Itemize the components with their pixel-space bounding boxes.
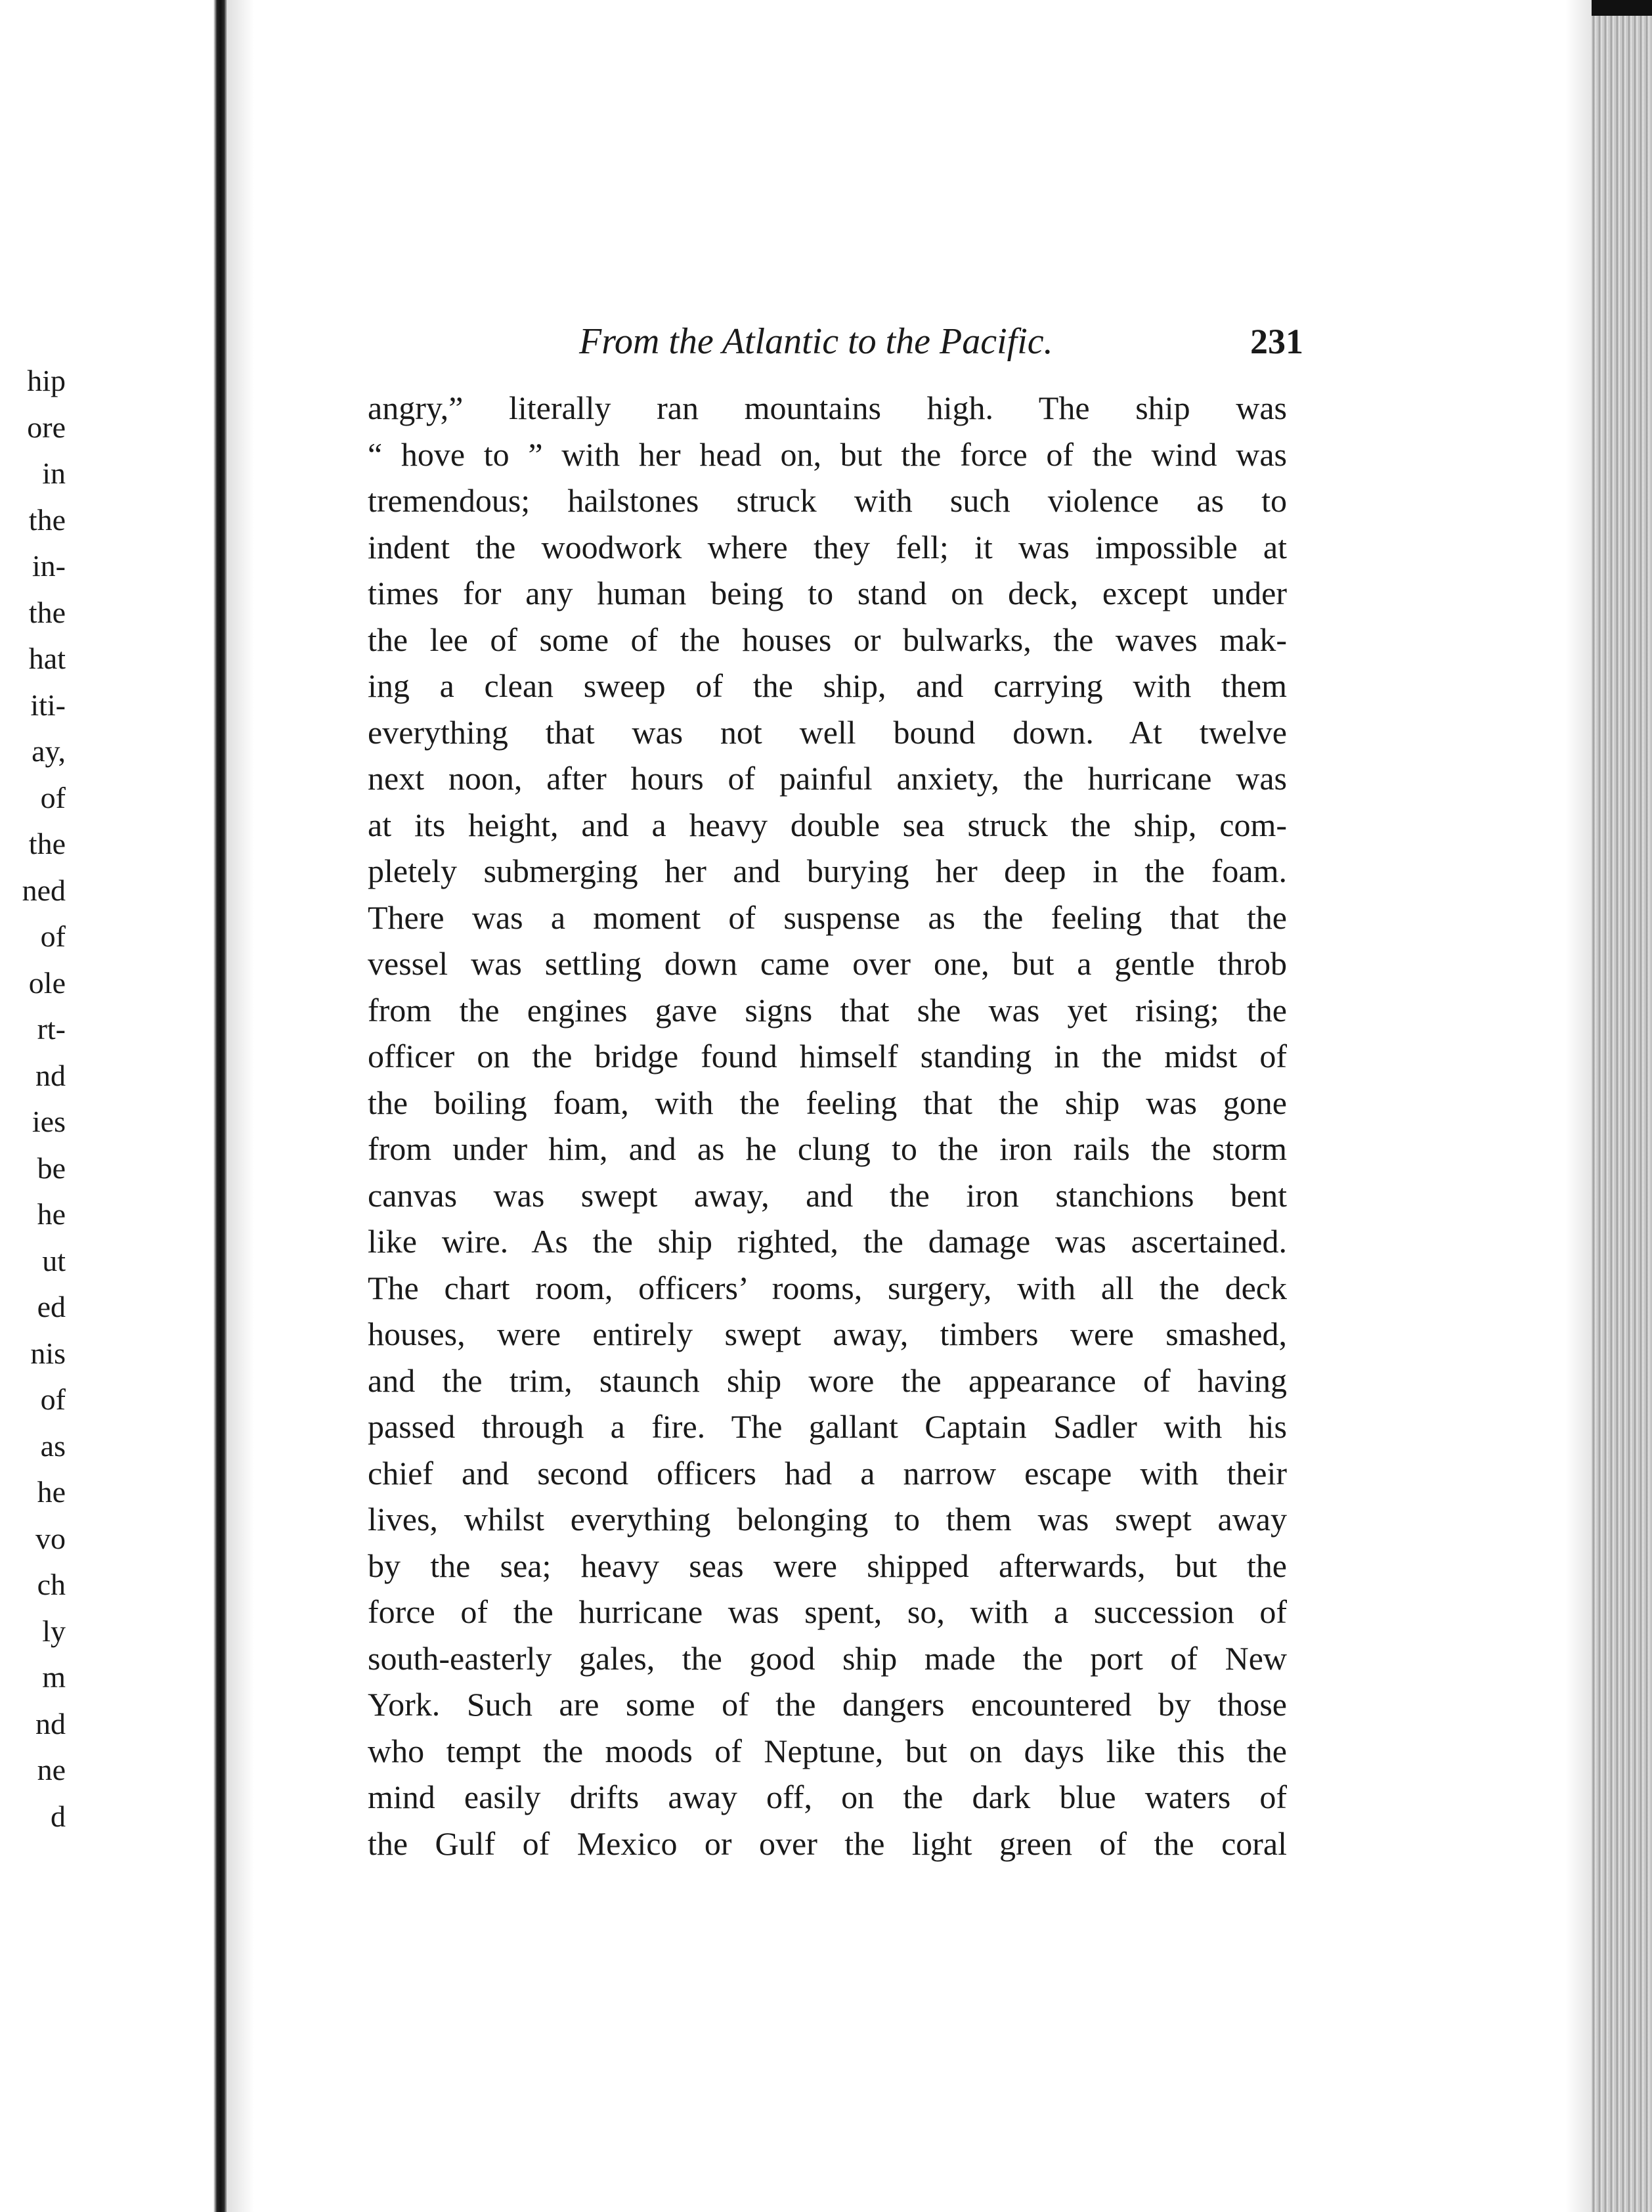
text-line: the boiling foam, with the feeling that the ship was gone [368, 1084, 1287, 1121]
text-line: canvas was swept away, and the iron stanchions bent [368, 1176, 1287, 1214]
text-line: The chart room, officers’ rooms, surgery, with all the deck [368, 1269, 1287, 1306]
text-line: next noon, after hours of painful anxiety, the hurricane was [368, 760, 1287, 797]
left-fragment-line: ed [37, 1290, 66, 1323]
left-fragment-line: in [42, 456, 66, 490]
text-line: the lee of some of the houses or bulwarks, the waves mak- [368, 621, 1287, 658]
running-head-title: From the Atlantic to the Pacific. [579, 321, 1053, 362]
left-fragment-line: the [28, 502, 66, 537]
left-fragment-line: vo [35, 1521, 66, 1555]
text-line: mind easily drifts away off, on the dark blue waters of [368, 1779, 1287, 1815]
text-line: lives, whilst everything belonging to them was swept away [368, 1501, 1287, 1537]
text-line: passed through a fire. The gallant Captain Sadler with his [368, 1408, 1287, 1445]
book-gutter [213, 0, 228, 2212]
left-fragment-line: hat [28, 642, 66, 675]
left-fragment-line: ay, [32, 734, 66, 768]
left-fragment-line: iti- [30, 688, 66, 722]
text-line: from under him, and as he clung to the iron rails the storm [368, 1130, 1287, 1167]
text-line: York. Such are some of the dangers encountered by those [368, 1686, 1287, 1723]
left-fragment-line: he [37, 1475, 66, 1509]
page-edge-shadow [1565, 0, 1592, 2212]
left-fragment-line: ned [22, 873, 66, 907]
left-page-text-fragments [0, 358, 66, 1840]
scan-corner-bar [1592, 0, 1652, 16]
left-fragment-line: rt- [37, 1012, 66, 1046]
running-head [368, 315, 1303, 368]
left-fragment-line: hip [27, 364, 66, 397]
left-fragment-line: nd [35, 1058, 66, 1092]
body-text [368, 385, 1287, 1867]
text-line: indent the woodwork where they fell; it was impossible at [368, 528, 1287, 565]
left-fragment-line: ly [42, 1614, 66, 1648]
left-fragment-line: be [37, 1151, 66, 1185]
left-fragment-line: ore [27, 410, 66, 444]
left-fragment-line: he [37, 1197, 66, 1231]
text-line: south-easterly gales, the good ship made the port of New [368, 1639, 1287, 1677]
left-fragment-line: m [42, 1660, 66, 1694]
left-fragment-line: ne [37, 1753, 66, 1786]
left-fragment-line: ies [32, 1105, 66, 1138]
text-line: ing a clean sweep of the ship, and carrying with them [368, 667, 1287, 704]
text-line: houses, were entirely swept away, timbers were smashed, [368, 1316, 1287, 1352]
left-fragment-line: of [40, 780, 66, 814]
text-line: by the sea; heavy seas were shipped afterwards, but the [368, 1547, 1287, 1584]
text-line: at its height, and a heavy double sea struck the ship, com- [368, 806, 1287, 843]
text-line: like wire. As the ship righted, the damage was ascertained. [368, 1223, 1287, 1260]
text-line: chief and second officers had a narrow escape with their [368, 1454, 1287, 1492]
left-facing-page [0, 0, 217, 2212]
text-line: force of the hurricane was spent, so, with a succession of [368, 1593, 1287, 1630]
text-line: pletely submerging her and burying her deep in the foam. [368, 852, 1287, 889]
text-line: who tempt the moods of Neptune, but on days like this the [368, 1732, 1287, 1769]
text-line: times for any human being to stand on deck, except under [368, 575, 1287, 611]
left-fragment-line: of [40, 919, 66, 953]
left-fragment-line: ut [42, 1243, 66, 1277]
left-fragment-line: of [40, 1382, 66, 1416]
text-line: and the trim, staunch ship wore the appearance of having [368, 1361, 1287, 1399]
text-line: There was a moment of suspense as the feeling that the [368, 898, 1287, 936]
left-fragment-line: in- [32, 549, 66, 583]
left-fragment-line: the [28, 595, 66, 629]
text-line: officer on the bridge found himself standing in the midst of [368, 1038, 1287, 1074]
text-line: everything that was not well bound down. At twelve [368, 713, 1287, 751]
left-fragment-line: as [40, 1428, 66, 1463]
text-line: the Gulf of Mexico or over the light green of the coral [368, 1825, 1287, 1862]
text-line: angry,” literally ran mountains high. The ship was [368, 389, 1287, 426]
left-fragment-line: nd [35, 1706, 66, 1740]
left-fragment-line: ch [37, 1568, 66, 1601]
left-fragment-line: ole [28, 965, 66, 1000]
page-edges [1592, 0, 1652, 2212]
text-line: from the engines gave signs that she was yet rising; the [368, 991, 1287, 1029]
gutter-shadow [228, 0, 254, 2212]
page-number: 231 [1250, 322, 1303, 361]
left-fragment-line: d [51, 1799, 66, 1833]
text-line: tremendous; hailstones struck with such violence as to [368, 482, 1287, 519]
text-line: vessel was settling down came over one, but a gentle throb [368, 945, 1287, 982]
left-fragment-line: nis [30, 1336, 66, 1370]
text-line: “ hove to ” with her head on, but the force of the wind was [368, 435, 1287, 473]
left-fragment-line: the [28, 827, 66, 860]
